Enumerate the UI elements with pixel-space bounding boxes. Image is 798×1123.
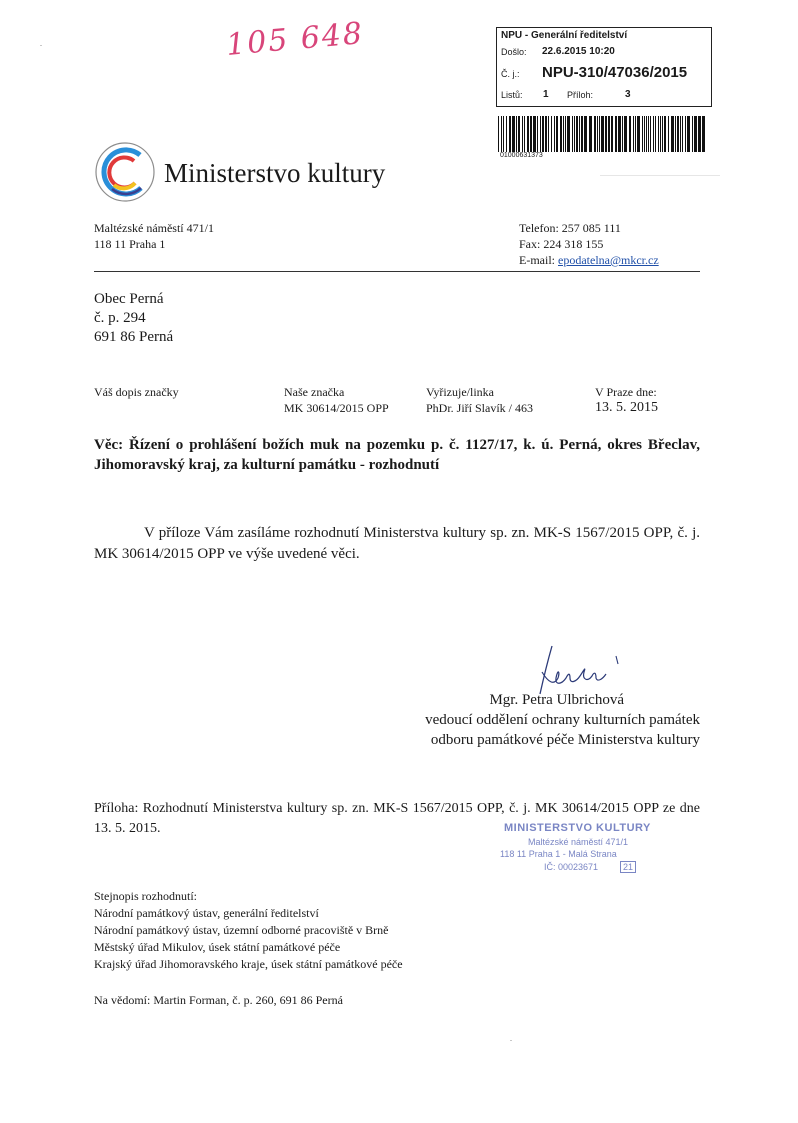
sender-street: Maltézské náměstí 471/1 [94,221,214,235]
barcode-bar [563,116,564,152]
our-ref-column [284,384,389,416]
attachments-value: 3 [625,89,631,100]
reference-value: NPU-310/47036/2015 [542,64,688,81]
barcode-bar [527,116,529,152]
barcode-bar [635,116,636,152]
barcode-bar [646,116,647,152]
email-label: E-mail: [519,253,558,267]
barcode-bar [545,116,547,152]
barcode-bar [680,116,681,152]
barcode-bar [594,116,596,152]
sender-city: 118 11 Praha 1 [94,237,166,251]
barcode-bar [608,116,610,152]
reference-label: Č. j.: [501,69,520,79]
stamp-id-line [500,861,660,873]
copies-item: Národní památkový ústav, územní odborné pracoviště v Brně [94,923,389,937]
stamp-title: MINISTERSTVO KULTURY [504,822,651,834]
our-ref-label: Naše značka [284,385,345,399]
barcode-bar [556,116,558,152]
signatory-name: Mgr. Petra Ulbrichová [489,692,624,708]
barcode-bar [648,116,649,152]
barcode [498,116,708,152]
barcode-bar [650,116,651,152]
barcode-bar [509,116,511,152]
recipient-city: 691 86 Perná [94,329,174,345]
notice-line: Na vědomí: Martin Forman, č. p. 260, 691 86 Perná [94,993,343,1007]
barcode-bar [642,116,643,152]
our-ref-value: MK 30614/2015 OPP [284,401,389,415]
phone: Telefon: 257 085 111 [519,221,621,235]
barcode-bar [540,116,541,152]
barcode-bar [576,116,578,152]
barcode-bar [664,116,666,152]
barcode-bar [548,116,549,152]
barcode-bar [644,116,645,152]
header-divider [94,271,700,272]
barcode-bar [567,116,570,152]
barcode-bar [653,116,654,152]
barcode-bar [658,116,659,152]
barcode-bar [542,116,544,152]
scan-line [600,175,720,176]
barcode-bar [698,116,701,152]
barcode-bar [579,116,580,152]
date-label: V Praze dne: [595,385,657,399]
barcode-bar [692,116,693,152]
barcode-bar [685,116,686,152]
signatory-position-2: odboru památkové péče Ministerstva kultury [430,732,700,748]
annex-note: Příloha: Rozhodnutí Ministerstva kultury sp. zn. MK-S 1567/2015 OPP, č. j. MK 30614/2015 OPP ze dne 13. 5. 2015. [94,801,700,836]
handler-value: PhDr. Jiří Slavík / 463 [426,401,534,415]
date-value: 13. 5. 2015 [595,400,658,415]
signature-block [360,690,700,750]
your-ref-column [94,384,179,400]
stamp-street: Maltézské náměstí 471/1 [528,837,629,847]
barcode-bar [677,116,679,152]
stamp-box: 21 [620,861,636,873]
barcode-bar [516,116,517,152]
barcode-bar [599,116,600,152]
scan-speck [40,45,42,46]
signatory-position-1: vedoucí oddělení ochrany kulturních památek [425,712,700,728]
copies-item: Městský úřad Mikulov, úsek státní památkové péče [94,940,341,954]
registry-stamp-title: NPU - Generální ředitelství [501,30,628,41]
barcode-bar [530,116,532,152]
received-value: 22.6.2015 10:20 [542,46,615,57]
recipient-house: č. p. 294 [94,310,146,326]
handler-column [426,384,533,416]
barcode-bar [662,116,663,152]
barcode-bar [506,116,507,152]
barcode-bar [611,116,613,152]
contact-block [519,220,659,268]
barcode-bar [655,116,656,152]
barcode-bar [633,116,634,152]
barcode-bar [605,116,607,152]
sheets-label: Listů: [501,90,523,100]
barcode-number: 01000631373 [500,152,543,159]
barcode-bar [498,116,499,152]
barcode-bar [512,116,515,152]
stamp-city: 118 11 Praha 1 - Malá Strana [500,849,617,859]
ministry-logo-icon [94,141,156,203]
copies-item: Národní památkový ústav, generální ředitelství [94,906,319,920]
barcode-bar [524,116,525,152]
registry-stamp [496,27,712,107]
barcode-bar [615,116,617,152]
barcode-bar [518,116,520,152]
recipient-name: Obec Perná [94,291,164,307]
handler-label: Vyřizuje/linka [426,385,494,399]
copies-list [94,888,403,973]
barcode-bar [572,116,573,152]
barcode-bar [622,116,623,152]
barcode-bar [597,116,598,152]
barcode-bar [537,116,538,152]
barcode-bar [503,116,504,152]
barcode-bar [551,116,552,152]
barcode-bar [624,116,627,152]
barcode-bar [560,116,562,152]
recipient-address [94,290,173,347]
barcode-bar [533,116,536,152]
subject-line: Věc: Řízení o prohlášení božích muk na pozemku p. č. 1127/17, k. ú. Perná, okres Břeclav, Jihomoravský kraj, za kulturní památku - rozhodnutí [94,437,700,473]
barcode-bar [637,116,640,152]
ministry-name: Ministerstvo kultury [164,158,386,188]
barcode-bar [522,116,523,152]
barcode-bar [687,116,690,152]
barcode-bar [694,116,697,152]
barcode-bar [629,116,631,152]
barcode-bar [554,116,555,152]
copies-item: Krajský úřad Jihomoravského kraje, úsek státní památkové péče [94,957,403,971]
barcode-bar [671,116,674,152]
barcode-bar [682,116,683,152]
sender-address [94,220,214,252]
email-link[interactable]: epodatelna@mkcr.cz [558,253,659,267]
barcode-bar [601,116,604,152]
ministry-stamp [500,822,660,873]
barcode-bar [668,116,669,152]
barcode-bar [675,116,676,152]
body-paragraph: V příloze Vám zasíláme rozhodnutí Ministerstva kultury sp. zn. MK-S 1567/2015 OPP, č. j. MK 30614/2015 OPP ve výše uvedené věci. [94,525,700,562]
barcode-bar [565,116,566,152]
sheets-value: 1 [543,89,549,100]
barcode-bar [574,116,575,152]
barcode-bar [589,116,592,152]
barcode-bar [581,116,583,152]
date-column [595,384,658,416]
attachments-label: Příloh: [567,90,594,100]
received-label: Došlo: [501,47,527,57]
your-ref-label: Váš dopis značky [94,385,179,399]
scan-speck [510,1040,512,1041]
copies-heading: Stejnopis rozhodnutí: [94,889,197,903]
barcode-bar [702,116,705,152]
barcode-bar [660,116,661,152]
barcode-bar [618,116,621,152]
email-line [519,252,659,268]
barcode-bar [501,116,502,152]
handwritten-number: 105 648 [224,16,366,63]
fax: Fax: 224 318 155 [519,237,604,251]
barcode-bar [584,116,587,152]
stamp-id: IČ: 00023671 [544,862,599,872]
